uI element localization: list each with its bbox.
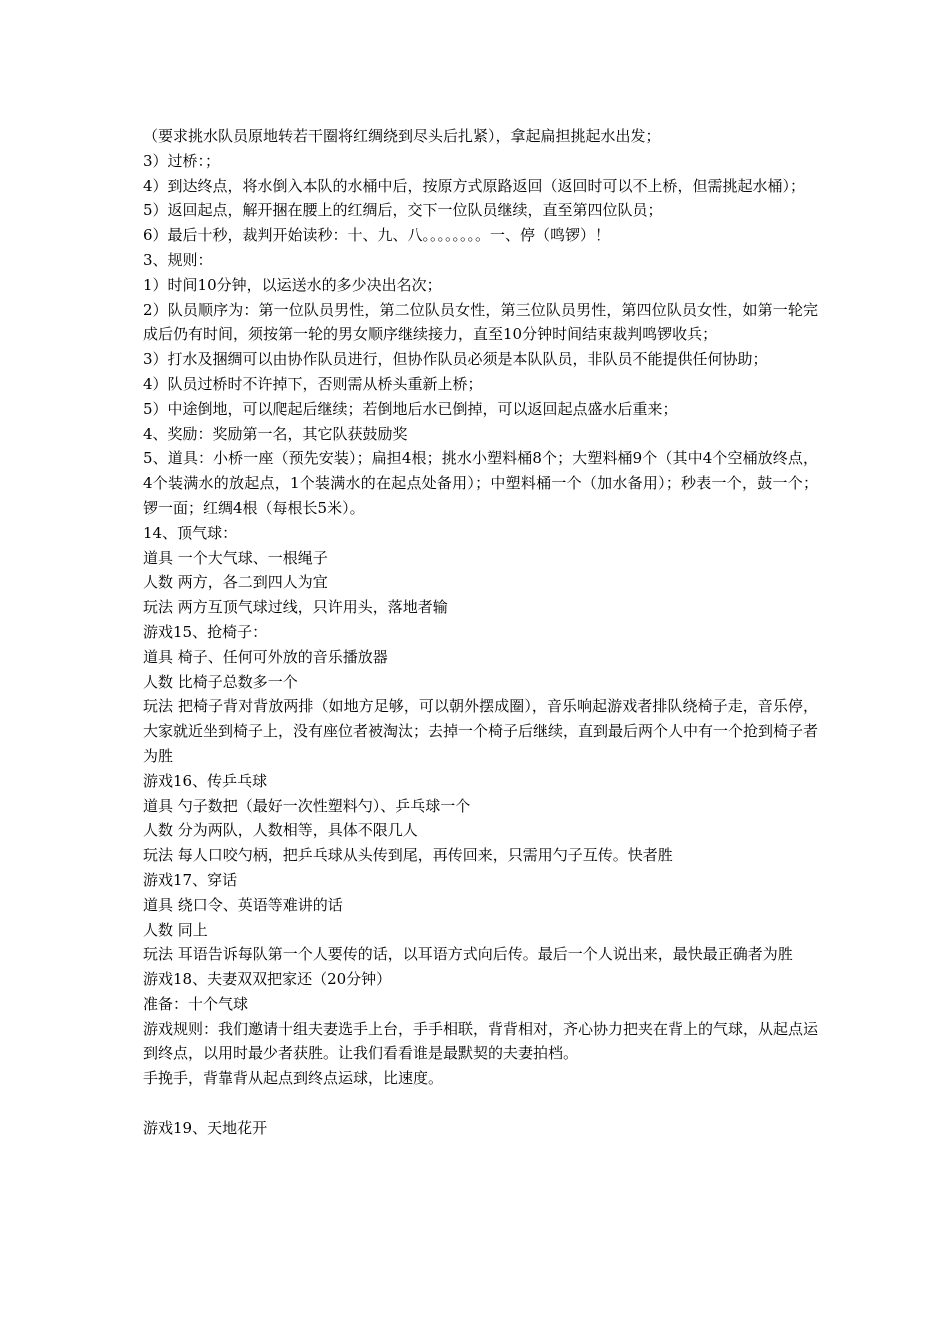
- text-line: 5）返回起点，解开捆在腰上的红绸后，交下一位队员继续，直至第四位队员；: [143, 201, 663, 220]
- game-heading: 14、顶气球：: [143, 523, 238, 542]
- game-heading: 游戏18、夫妻双双把家还（20分钟）: [143, 970, 392, 989]
- text-line: 1）时间10分钟，以运送水的多少决出名次；: [143, 275, 442, 294]
- game-heading: 游戏16、传乒乓球: [143, 771, 268, 790]
- text-line: 道具 一个大气球、一根绳子: [143, 548, 328, 567]
- text-line: 玩法 每人口咬勺柄，把乒乓球从头传到尾，再传回来，只需用勺子互传。快者胜: [143, 846, 673, 865]
- text-line: 4）队员过桥时不许掉下，否则需从桥头重新上桥；: [143, 374, 483, 393]
- text-line: 5）中途倒地，可以爬起后继续；若倒地后水已倒掉，可以返回起点盛水后重来；: [143, 399, 678, 418]
- text-line: （要求挑水队员原地转若干圈将红绸绕到尽头后扎紧），拿起扁担挑起水出发；: [143, 127, 661, 145]
- text-line: 2）队员顺序为：第一位队员男性，第二位队员女性，第三位队员男性，第四位队员女性，如第一轮完成后仍有时间，须按第一轮的男女顺序继续接力，直至10分钟时间结束裁判鸣锣收兵；: [143, 300, 818, 344]
- text-line: 人数 比椅子总数多一个: [143, 672, 298, 691]
- game-heading: 游戏19、天地花开: [143, 1118, 268, 1137]
- text-line: 4）到达终点，将水倒入本队的水桶中后，按原方式原路返回（返回时可以不上桥，但需挑起水桶）；: [143, 176, 806, 195]
- text-line: 玩法 耳语告诉每队第一个人要传的话，以耳语方式向后传。最后一个人说出来，最快最正确者为胜: [143, 945, 793, 964]
- section-heading: 3、规则：: [143, 250, 213, 269]
- document-body: [143, 124, 818, 1141]
- text-line: 人数 分为两队，人数相等，具体不限几人: [143, 821, 418, 840]
- text-line: 游戏规则：我们邀请十组夫妻选手上台，手手相联，背背相对，齐心协力把夹在背上的气球，从起点运到终点，以用时最少者获胜。让我们看看谁是最默契的夫妻拍档。: [143, 1019, 819, 1063]
- text-line: 人数 同上: [143, 920, 208, 939]
- text-line: 准备：十个气球: [143, 994, 249, 1013]
- text-line: 道具 绕口令、英语等难讲的话: [143, 895, 343, 914]
- text-line: 3）打水及捆绸可以由协作队员进行，但协作队员必须是本队队员，非队员不能提供任何协助；: [143, 350, 768, 369]
- text-line: 人数 两方，各二到四人为宜: [143, 573, 328, 592]
- text-line: 道具 椅子、任何可外放的音乐播放器: [143, 647, 388, 666]
- text-line: 6）最后十秒，裁判开始读秒：十、九、八。。。。。。。。一、停（鸣锣）！: [143, 226, 611, 245]
- section-heading: 4、奖励：奖励第一名，其它队获鼓励奖: [143, 424, 408, 443]
- text-line: 道具 勺子数把（最好一次性塑料勺）、乒乓球一个: [143, 796, 471, 815]
- text-line: 玩法 两方互顶气球过线，只许用头，落地者输: [143, 598, 448, 617]
- section-heading: 5、道具：小桥一座（预先安装）；扁担4根；挑水小塑料桶8个；大塑料桶9个（其中4个空桶放终点，4个装满水的放起点，1个装满水的在起点处备用）；中塑料桶一个（加水备用）；秒表一个，鼓一个；锣一面；红绸4根（每根长5米）。: [143, 449, 818, 517]
- text-line: 玩法 把椅子背对背放两排（如地方足够，可以朝外摆成圈），音乐响起游戏者排队绕椅子走，音乐停，大家就近坐到椅子上，没有座位者被淘汰；去掉一个椅子后继续，直到最后两个人中有一个抢到椅子者为胜: [143, 697, 819, 765]
- blank-line: [143, 1091, 818, 1116]
- game-heading: 游戏17、穿话: [143, 870, 238, 889]
- game-heading: 游戏15、抢椅子：: [143, 622, 268, 641]
- text-line: 3）过桥：；: [143, 151, 221, 170]
- text-line: 手挽手，背靠背从起点到终点运球，比速度。: [143, 1069, 444, 1088]
